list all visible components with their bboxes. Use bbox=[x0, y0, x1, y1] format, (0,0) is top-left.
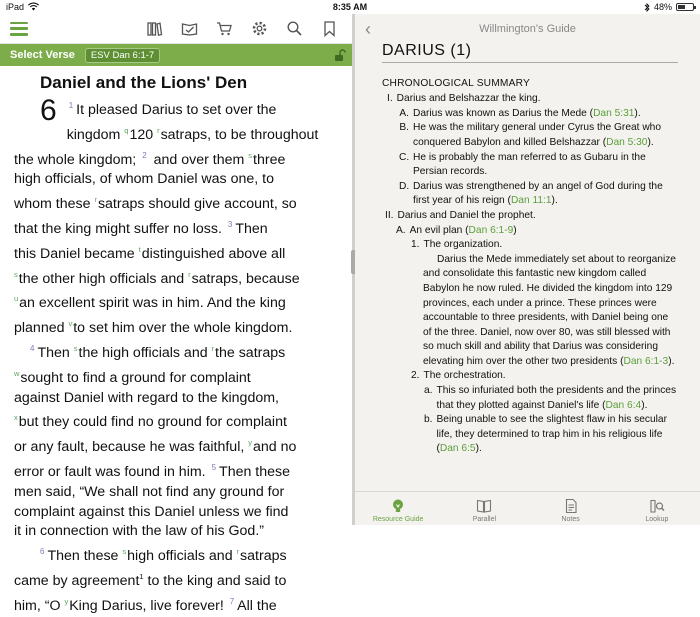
menu-icon[interactable] bbox=[10, 22, 28, 36]
device-label: iPad bbox=[6, 2, 25, 12]
back-chevron-icon[interactable]: ‹ bbox=[365, 18, 371, 39]
verse-text[interactable]: him, “O bbox=[14, 597, 61, 614]
cross-reference-marker[interactable]: s bbox=[73, 343, 78, 353]
cross-reference-marker[interactable]: w bbox=[14, 368, 20, 378]
cross-reference-marker[interactable]: r bbox=[236, 547, 240, 557]
verse-text[interactable]: to set him over the whole kingdom. bbox=[73, 320, 293, 337]
tab-lookup[interactable]: Lookup bbox=[614, 492, 700, 525]
outline-paragraph: Darius the Mede immediately set about to reorganize and consolidate this fantastic new kingdom called Babylon he now ruled. He divided the kingdom into 129 provinces, each under a prince. These princes were accountable to three presidents, with Daniel being one of the three. Daniel, now over 80, was still blessed with so much skill and ability that Darius was considering elevating him over the other two presidents (Dan 6:1-3). bbox=[423, 253, 676, 367]
cart-icon[interactable] bbox=[216, 20, 233, 37]
cross-reference-marker[interactable]: u bbox=[14, 294, 19, 304]
verse-text[interactable]: error or fault was found in him. bbox=[14, 463, 206, 480]
outline-item: B. He was the military general under Cyrus the Great who conquered Babylon and killed Belshazzar (Dan 5:30). bbox=[399, 122, 662, 148]
verse-text[interactable]: Then these bbox=[47, 548, 119, 565]
verse-text[interactable]: against Daniel with regard to the kingdom, bbox=[14, 389, 279, 406]
verse-text[interactable]: 120 bbox=[129, 126, 154, 143]
main-toolbar bbox=[0, 14, 352, 44]
cross-reference-marker[interactable]: y bbox=[64, 596, 69, 606]
outline-item: I. Darius and Belshazzar the king. bbox=[387, 93, 541, 105]
tab-notes[interactable]: Notes bbox=[528, 492, 614, 525]
cross-reference-marker[interactable]: r bbox=[211, 343, 215, 353]
resource-title: Willmington's Guide bbox=[479, 23, 576, 35]
verse-text[interactable]: high officials and bbox=[127, 548, 233, 565]
lookup-icon bbox=[649, 498, 665, 514]
cross-reference-marker[interactable]: s bbox=[122, 547, 127, 557]
tab-resource-guide[interactable]: Resource Guide bbox=[355, 492, 441, 525]
verse-text[interactable]: but they could find no ground for complaint bbox=[18, 414, 287, 431]
outline-item: a. This so infuriated both the presidents and the princes that they plotted against Daniel's life (Dan 6:4). bbox=[424, 385, 677, 411]
verse-number[interactable]: 7 bbox=[229, 596, 235, 606]
verse-text[interactable]: men said, “We shall not find any ground for bbox=[14, 483, 285, 500]
chapter-number[interactable]: 6 bbox=[40, 94, 57, 127]
bible-text bbox=[0, 66, 352, 617]
battery-icon bbox=[676, 3, 694, 11]
verse-text[interactable]: distinguished above all bbox=[141, 245, 286, 262]
verse-text[interactable]: whom these bbox=[14, 196, 91, 213]
bookmark-icon[interactable] bbox=[321, 20, 338, 37]
cross-reference-marker[interactable]: x bbox=[14, 413, 18, 423]
lightbulb-icon bbox=[390, 498, 406, 514]
verse-text[interactable]: Then bbox=[37, 344, 70, 361]
clock: 8:35 AM bbox=[332, 2, 368, 12]
verse-text[interactable]: satraps, because bbox=[191, 270, 300, 287]
scripture-link[interactable]: Dan 6:5 bbox=[439, 443, 476, 455]
verse-text[interactable]: planned bbox=[14, 320, 65, 337]
verse-number[interactable]: 4 bbox=[30, 343, 35, 353]
verse-text[interactable]: kingdom bbox=[66, 126, 121, 143]
verse-text[interactable]: this Daniel became bbox=[14, 245, 135, 262]
cross-reference-marker[interactable]: r bbox=[94, 195, 97, 205]
verse-block bbox=[14, 146, 338, 617]
outline-item: C. He is probably the man referred to as Gubaru in the Persian records. bbox=[399, 151, 646, 178]
verse-text[interactable]: complaint against this Daniel unless we find bbox=[14, 503, 289, 520]
cross-reference-marker[interactable]: s bbox=[14, 269, 18, 279]
cross-reference-marker[interactable]: v bbox=[68, 319, 73, 329]
reading-plan-icon[interactable] bbox=[181, 20, 198, 37]
battery-percent: 48% bbox=[653, 2, 672, 12]
verse-bar bbox=[0, 44, 352, 66]
wifi-icon bbox=[28, 3, 39, 11]
guide-content bbox=[355, 44, 700, 457]
cross-reference-marker[interactable]: r bbox=[157, 125, 160, 135]
scripture-link[interactable]: Dan 5:31 bbox=[593, 107, 635, 119]
unlock-icon[interactable] bbox=[332, 49, 346, 62]
scripture-link[interactable]: Dan 5:30 bbox=[606, 136, 648, 148]
verse-text[interactable]: to the king and said to bbox=[147, 572, 287, 589]
outline-item: D. Darius was strengthened by an angel of God during the first year of his reign (Dan 11:1). bbox=[399, 180, 663, 207]
scripture-link[interactable]: Dan 6:1-3 bbox=[623, 355, 669, 367]
cross-reference-marker[interactable]: s bbox=[248, 150, 253, 160]
verse-text[interactable]: the whole kingdom; bbox=[14, 151, 137, 168]
reference-button[interactable]: ESV Dan 6:1-7 bbox=[85, 48, 160, 63]
verse-text[interactable]: came by agreement bbox=[14, 572, 140, 589]
verse-text[interactable]: Then these bbox=[219, 463, 291, 480]
verse-text[interactable]: Then bbox=[235, 220, 268, 237]
notes-icon bbox=[563, 498, 579, 514]
outline-item: b. Being unable to see the slightest flaw in his secular life, they determined to trap him in his religious life (Dan 6:5). bbox=[424, 414, 667, 455]
footnote-marker[interactable]: 1 bbox=[139, 571, 144, 581]
verse-text[interactable]: King Darius, live forever! bbox=[69, 597, 224, 614]
cross-reference-marker[interactable]: y bbox=[248, 438, 252, 448]
scripture-link[interactable]: Dan 6:1-9 bbox=[468, 224, 514, 236]
verse-text[interactable]: and over them bbox=[153, 151, 245, 168]
verse-text[interactable]: it in connection with the law of his God.” bbox=[14, 523, 264, 540]
verse-text[interactable]: All the bbox=[237, 597, 277, 614]
select-verse-button[interactable]: Select Verse bbox=[10, 49, 75, 61]
cross-reference-marker[interactable]: q bbox=[124, 125, 129, 135]
verse-text[interactable]: the satraps bbox=[215, 344, 286, 361]
outline-item: 2. The orchestration. bbox=[411, 370, 506, 382]
verse-text[interactable]: or any fault, because he was faithful, bbox=[14, 439, 245, 456]
verse-text[interactable]: satraps should give account, so bbox=[97, 196, 297, 213]
outline-item: A. An evil plan (Dan 6:1-9) bbox=[396, 224, 517, 236]
resource-pane bbox=[355, 14, 700, 525]
scripture-link[interactable]: Dan 6:4 bbox=[605, 399, 642, 411]
verse-text[interactable]: an excellent spirit was in him. And the king bbox=[19, 295, 286, 312]
article-title: DARIUS (1) bbox=[382, 44, 678, 63]
verse-block bbox=[41, 96, 338, 146]
verse-text[interactable]: the other high officials and bbox=[18, 270, 185, 287]
verse-number[interactable]: 2 bbox=[142, 150, 147, 160]
verse-number[interactable]: 5 bbox=[211, 462, 217, 472]
verse-text[interactable]: satraps, to be throughout bbox=[160, 126, 319, 143]
verse-text[interactable]: three bbox=[253, 151, 286, 168]
resource-header bbox=[355, 14, 700, 44]
outline-item: II. Darius and Daniel the prophet. bbox=[385, 209, 536, 221]
cross-reference-marker[interactable]: t bbox=[138, 244, 141, 254]
library-icon[interactable] bbox=[146, 20, 163, 37]
cross-reference-marker[interactable]: r bbox=[188, 269, 191, 279]
section-heading: CHRONOLOGICAL SUMMARY bbox=[382, 77, 530, 89]
verse-number[interactable]: 3 bbox=[227, 219, 233, 229]
verse-text[interactable]: satraps bbox=[240, 548, 287, 565]
outline-item: 1. The organization. bbox=[411, 239, 503, 251]
tab-parallel[interactable]: Parallel bbox=[441, 492, 527, 525]
verse-text[interactable]: the high officials and bbox=[78, 344, 208, 361]
verse-text[interactable]: that the king might suffer no loss. bbox=[14, 220, 222, 237]
verse-text[interactable]: and no bbox=[253, 439, 297, 456]
pericope-heading: Daniel and the Lions' Den bbox=[40, 73, 248, 92]
parallel-icon bbox=[476, 498, 492, 514]
status-bar bbox=[0, 0, 700, 14]
outline-item: A. Darius was known as Darius the Mede (Dan 5:31). bbox=[399, 107, 641, 119]
verse-text[interactable]: It pleased Darius to set over the bbox=[76, 102, 277, 118]
bible-pane bbox=[0, 14, 352, 614]
settings-icon[interactable] bbox=[251, 20, 268, 37]
verse-number[interactable]: 1 bbox=[68, 101, 74, 110]
bluetooth-icon bbox=[644, 3, 650, 12]
verse-number[interactable]: 6 bbox=[40, 547, 45, 557]
search-icon[interactable] bbox=[286, 20, 303, 37]
scripture-link[interactable]: Dan 11:1 bbox=[510, 195, 552, 207]
bottom-tab-bar bbox=[355, 491, 700, 525]
verse-text[interactable]: sought to find a ground for complaint bbox=[20, 369, 251, 386]
verse-text[interactable]: high officials, of whom Daniel was one, to bbox=[14, 171, 274, 188]
